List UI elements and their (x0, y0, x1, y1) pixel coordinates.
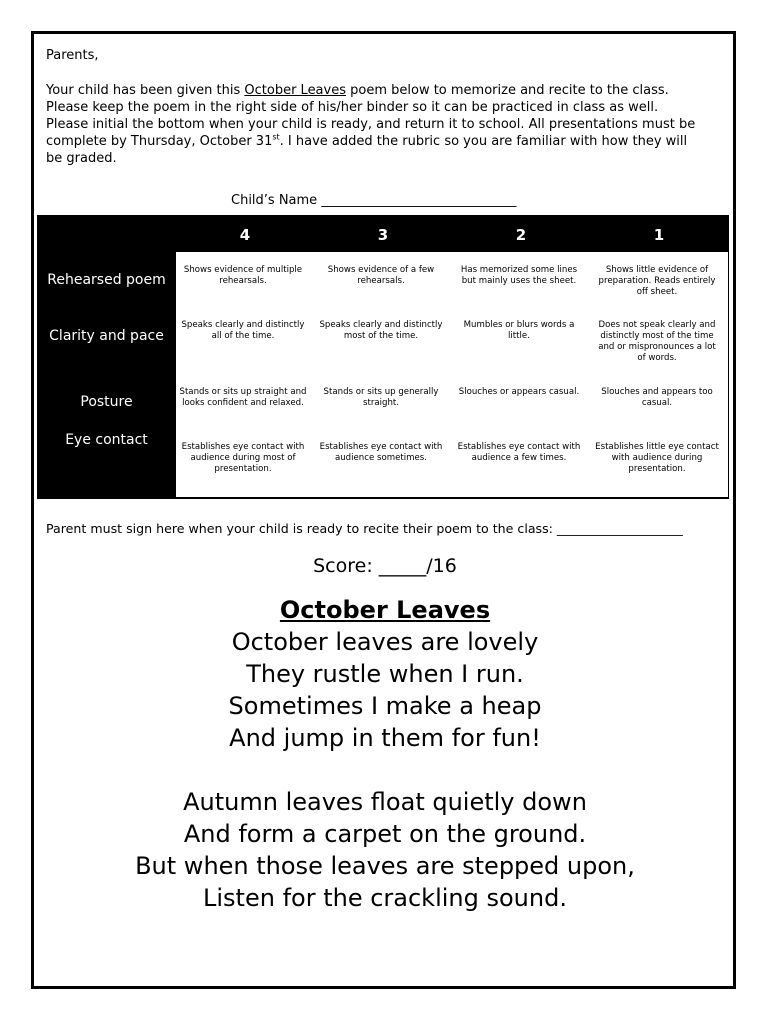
rubric-cell: Speaks clearly and distinctly most of the time. (319, 320, 443, 341)
poem-title: October Leaves (279, 596, 491, 624)
letter-poem-title: October Leaves (244, 83, 346, 98)
rubric-cell: Establishes eye contact with audience a few times. (457, 442, 581, 463)
letter-line-5: be graded. (46, 151, 117, 166)
poem-line: Autumn leaves float quietly down (183, 788, 587, 816)
rubric-cell: Speaks clearly and distinctly all of the time. (181, 320, 305, 341)
rubric-table (37, 215, 729, 499)
rubric-cell: Stands or sits up straight and looks confident and relaxed. (179, 387, 307, 408)
letter-line-1 (46, 82, 726, 99)
rubric-cell: Does not speak clearly and distinctly most of the time and or mispronounces a lot of words. (598, 320, 716, 363)
rubric-cell: Mumbles or blurs words a little. (463, 320, 575, 341)
letter-line-1-a: Your child has been given this (46, 83, 245, 98)
letter-body (46, 82, 726, 167)
letter-date-suffix: st (272, 132, 280, 142)
rubric-row-label: Clarity and pace (49, 328, 164, 344)
poem-line: Listen for the crackling sound. (203, 884, 567, 912)
letter-line-3: Please initial the bottom when your child is ready, and return it to school. All presentations must be (46, 117, 696, 132)
rubric-row-label: Rehearsed poem (47, 272, 166, 288)
rubric-header-1: 1 (653, 226, 665, 244)
letter-line-4 (46, 133, 726, 150)
poem-line: They rustle when I run. (246, 660, 524, 688)
rubric-cell: Slouches and appears too casual. (601, 387, 713, 408)
stanza-break (0, 754, 770, 786)
parent-signature-field[interactable]: Parent must sign here when your child is ready to recite their poem to the class: ____________________ (46, 521, 683, 536)
rubric-row-label: Posture (80, 394, 133, 410)
poem (0, 594, 770, 914)
rubric-cell: Shows evidence of a few rehearsals. (327, 265, 435, 286)
score-field: Score: _____/16 (313, 555, 457, 577)
letter-line-4-a: complete by Thursday, October 31 (46, 134, 273, 149)
rubric-header-3: 3 (377, 226, 389, 244)
rubric-cells (176, 252, 729, 497)
poem-line: And jump in them for fun! (229, 724, 541, 752)
rubric-header-4: 4 (239, 226, 251, 244)
rubric-cell: Stands or sits up generally straight. (323, 387, 439, 408)
rubric-cell: Establishes eye contact with audience during most of presentation. (181, 442, 305, 474)
rubric-cell: Has memorized some lines but mainly uses the sheet. (460, 265, 578, 286)
rubric-cell: Shows evidence of multiple rehearsals. (183, 265, 303, 286)
salutation: Parents, (46, 48, 99, 63)
poem-line: October leaves are lovely (231, 628, 539, 656)
child-name-field[interactable]: Child’s Name ______________________________ (231, 193, 517, 208)
poem-line: Sometimes I make a heap (228, 692, 542, 720)
letter-line-1-b: poem below to memorize and recite to the class. (346, 83, 669, 98)
rubric-row-label: Eye contact (65, 432, 148, 448)
rubric-cell: Shows little evidence of preparation. Reads entirely off sheet. (598, 265, 716, 297)
poem-line: But when those leaves are stepped upon, (135, 852, 635, 880)
letter-line-4-b: . I have added the rubric so you are familiar with how they will (279, 134, 688, 149)
rubric-header-2: 2 (515, 226, 527, 244)
rubric-cell: Establishes little eye contact with audience during presentation. (595, 442, 719, 474)
poem-line: And form a carpet on the ground. (183, 820, 587, 848)
rubric-cell: Slouches or appears casual. (458, 387, 580, 397)
letter-line-2: Please keep the poem in the right side of his/her binder so it can be practiced in class as well. (46, 100, 659, 115)
rubric-cell: Establishes eye contact with audience sometimes. (319, 442, 443, 463)
